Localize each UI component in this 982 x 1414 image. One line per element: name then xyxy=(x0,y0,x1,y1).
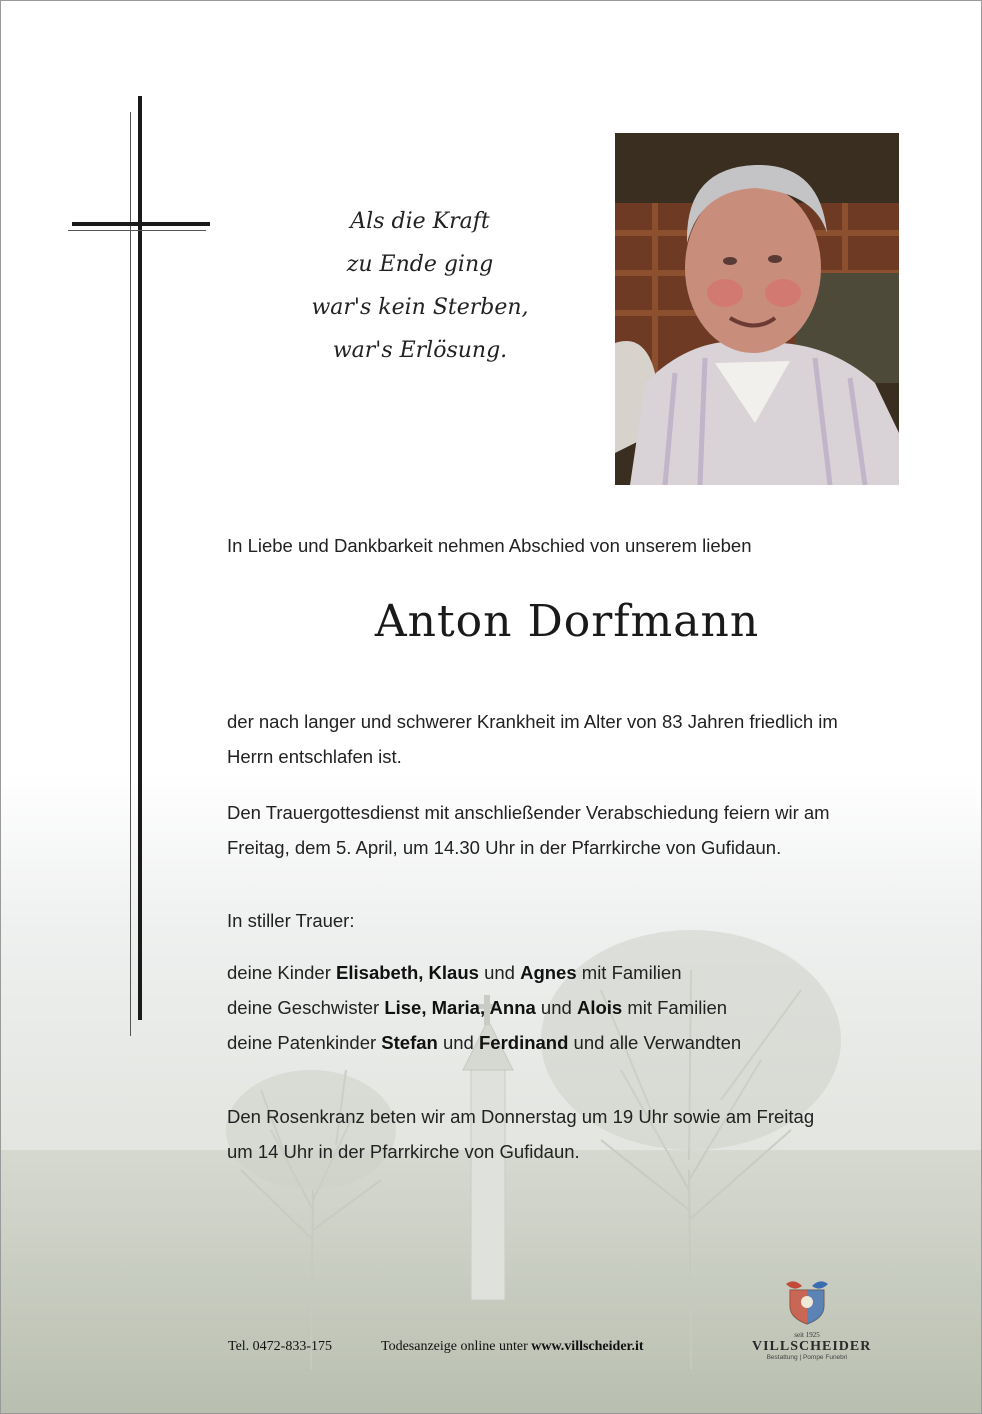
coat-of-arms-icon xyxy=(780,1278,834,1326)
poem-line: Als die Kraft xyxy=(350,209,490,234)
logo-name: VILLSCHEIDER xyxy=(752,1339,872,1354)
logo-subtitle: Bestattung | Pompe Funebri xyxy=(766,1354,848,1361)
death-notice xyxy=(227,704,947,774)
funeral-service-text xyxy=(227,795,947,865)
footer-phone: Tel. 0472-833-175 xyxy=(228,1339,333,1354)
rosary-line: Den Rosenkranz beten wir am Donnerstag um 19 Uhr sowie am Freitag xyxy=(227,1106,815,1127)
mourners-siblings: deine Geschwister Lise, Maria, Anna und Alois mit Familien xyxy=(227,997,728,1018)
rosary-text xyxy=(227,1099,947,1169)
mourners-list xyxy=(227,955,947,1060)
service-line: Den Trauergottesdienst mit anschließender Verabschiedung feiern wir am xyxy=(227,802,830,823)
death-notice-line: Herrn entschlafen ist. xyxy=(227,746,402,767)
cross-vertical-bar xyxy=(138,96,142,1020)
villscheider-logo xyxy=(752,1278,872,1362)
logo-since: seit 1925 xyxy=(794,1331,820,1339)
rosary-line: um 14 Uhr in der Pfarrkirche von Gufidaun. xyxy=(227,1141,580,1162)
mourning-heading: In stiller Trauer: xyxy=(227,910,355,931)
service-line: Freitag, dem 5. April, um 14.30 Uhr in der Pfarrkirche von Gufidaun. xyxy=(227,837,782,858)
death-notice-line: der nach langer und schwerer Krankheit im Alter von 83 Jahren friedlich im xyxy=(227,711,838,732)
portrait-photo xyxy=(615,133,899,485)
cross-vertical-line xyxy=(130,112,131,1036)
mourners-children: deine Kinder Elisabeth, Klaus und Agnes mit Familien xyxy=(227,962,682,983)
footer-online: Todesanzeige online unter www.villscheider.it xyxy=(381,1339,644,1354)
deceased-name: Anton Dorfmann xyxy=(374,596,760,647)
website-link[interactable]: www.villscheider.it xyxy=(531,1339,644,1354)
cross-horizontal-line xyxy=(68,230,206,231)
intro-text: In Liebe und Dankbarkeit nehmen Abschied von unserem lieben xyxy=(227,535,752,556)
poem xyxy=(290,200,550,372)
poem-line: zu Ende ging xyxy=(346,252,494,277)
poem-line: war's kein Sterben, xyxy=(311,295,529,320)
poem-line: war's Erlösung. xyxy=(332,338,508,363)
mourners-godchildren: deine Patenkinder Stefan und Ferdinand und alle Verwandten xyxy=(227,1032,742,1053)
cross-horizontal-bar xyxy=(72,222,210,226)
